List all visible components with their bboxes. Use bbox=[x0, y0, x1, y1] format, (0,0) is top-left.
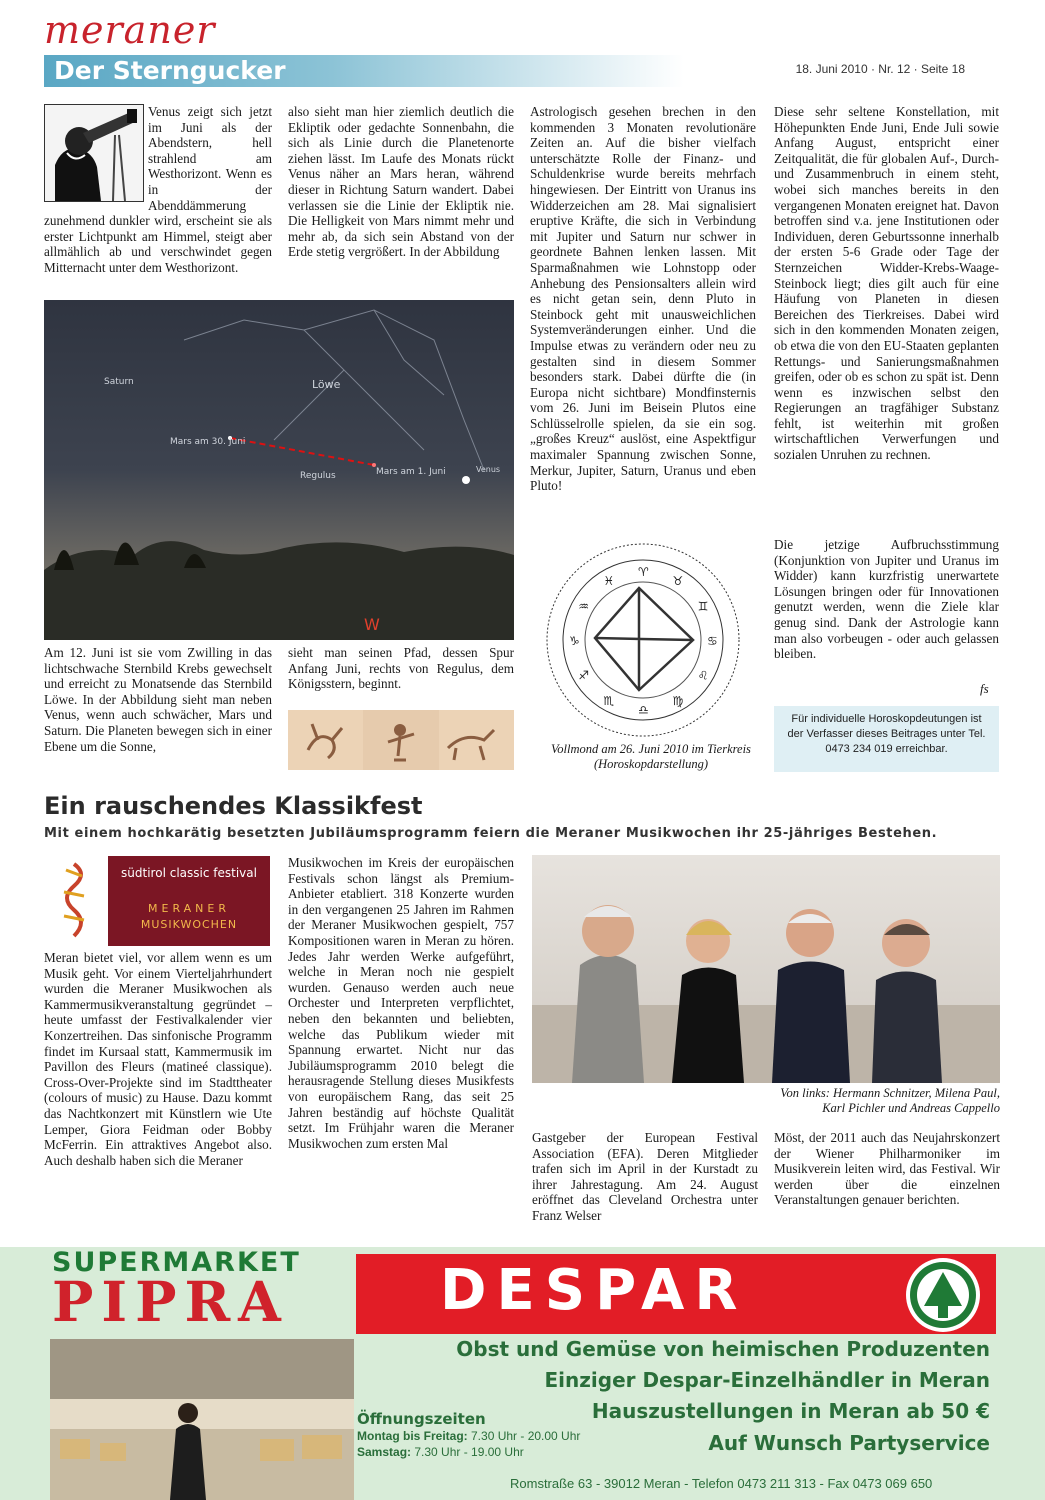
zodiac-strip bbox=[288, 710, 514, 770]
zodiac-glyph: ♊ bbox=[697, 599, 709, 614]
opening-hours-weekday bbox=[357, 1429, 580, 1443]
article1-col2-top: also sieht man hier ziemlich deutlich die Ekliptik oder gedachte Sonnenbahn, die sich als Linie durch die Planetenorte ziehen lässt. Im Laufe des Monats rückt Venus näher an Mars heran, während dieser in Richtung Saturn wandert. Dabei verlassen sie die Linie der Ekliptik nie. Die Helligkeit von Mars nimmt mehr und mehr ab, da sich sein Abstand von der Erde stetig vergrößert. In der Abbildung bbox=[288, 104, 514, 260]
sky-label-mars1: Mars am 1. Juni bbox=[376, 467, 446, 477]
article1-col4: Diese sehr seltene Konstellation, mit Höhepunkten Ende Juni, Ende Juli sowie Anfang August, entspricht einer Zeitqualität, die für globalen Auf-, Durch- und Zusammenbruch in einem steht, wobei sich manches bereits in den vergangenen Monaten ereignet hat. Davon betroffen sind v.a. jene Institutionen oder Individuen, deren Geburtssonne innerhalb der ersten 5-6 Grade oder Tage der Sternzeichen Widder-Krebs-Waage-Steinbock liegt; dies gilt auch für eine Häufung von Planeten in diesen Bereichen des Tierkreises. Dabei wird sich in den kommenden Monaten zeigen, ob etwa die von den EU-Staaten geplanten Rettungs- und Sanierungsmaßnahmen greifen, oder ob es schon zu spät ist. Denn wenn es inzwischen selbst den Regierungen an tragfähiger Substanz fehlt, ist weiterhin mit großen wirtschaftlichen Verwerfungen und sozialen Unruhen zu rechnen. bbox=[774, 104, 999, 463]
zodiac-glyph: ♋ bbox=[707, 634, 718, 648]
zodiac-glyph: ♎ bbox=[638, 703, 649, 717]
store-address: Romstraße 63 - 39012 Meran - Telefon 0473 211 313 - Fax 0473 069 650 bbox=[510, 1476, 933, 1491]
despar-wordmark: DESPAR bbox=[440, 1258, 748, 1323]
zodiac-glyph: ♉ bbox=[672, 574, 684, 589]
despar-tree-icon bbox=[906, 1258, 980, 1332]
article1-col1-bottom: Am 12. Juni ist sie vom Zwilling in das lichtschwache Sternbild Krebs gewechselt und erreicht zu Monatsende das Sternbild Löwe. In der Abbildung sieht man neben Venus, wenn auch schwächer, Mars und Saturn. Die Planeten bewegen sich in einer Ebene um die Sonne, bbox=[44, 645, 272, 754]
festival-logo-top: südtirol classic festival bbox=[121, 866, 257, 880]
article1-col3: Astrologisch gesehen brechen in den kommenden 3 Monaten revolutionäre Zeiten an. Auf die bisher vielfach unterschätzte Rolle der Finanz- und Schuldenkrise wurde bereits mehrfach hingewiesen. Der Eintritt von Uranus ins Widderzeichen am 28. Mai signalisiert eruptive Kräfte, die sich in Verbindung mit Jupiter und Saturn nur schwer in geordnete Bahnen lenken lassen. Mit Sparmaßnahmen wie Lohnstopp oder Anhebung des Pensionsalters allein wird es nicht getan sein, denn Pluto in Steinbock geht mit unausweichlichen Systemveränderungen einher. Und die Impulse etwas zu verändern oder neu zu gestalten sind in diesem Sommer besonders stark. Dabei dürfte die (in Europa nicht sichtbare) Mondfinsternis vom 26. Juni im Beisein Plutos eine Schlüsselrolle spielen, da sie ein sog. „großes Kreuz“ auslöst, eine Aspektfigur maximaler Spannung zwischen Sonne, Merkur, Jupiter, Saturn, Uranus und eben Pluto! bbox=[530, 104, 756, 494]
article2-col1: Meran bietet viel, vor allem wenn es um Musik geht. Vor einem Vierteljahrhundert wurden die Meraner Musikwochen als Kammermusikveranstaltung gegründet – heute umfasst der Festivalkalender vier Konzertreihen. Das sinfonische Programm findet im Kursaal statt, Kammermusik im Pavillon des Fleurs (matineé classique). Cross-Over-Projekte sind im Stadttheater (colours of music) zu Hause. Dazu kommt das Nachtkonzert mit Künstlern wie Ute Lemper, Giora Feidman oder Bobby McFerrin. Ein attraktives Angebot also. Auch deshalb haben sich die Meraner bbox=[44, 950, 272, 1168]
sky-label-venus: Venus bbox=[476, 465, 501, 474]
despar-banner bbox=[356, 1254, 996, 1334]
festival-logo-panel bbox=[108, 856, 270, 946]
zodiac-glyph: ♓ bbox=[603, 574, 615, 589]
zodiac-glyph: ♏ bbox=[603, 693, 615, 708]
info-box: Für individuelle Horoskopdeutungen ist der Verfasser dieses Beitrages unter Tel. 0473 234 019 erreichbar. bbox=[774, 706, 999, 772]
horoscope-chart bbox=[543, 540, 743, 740]
saturday-label: Samstag: bbox=[357, 1445, 412, 1459]
ad-supermarket-label: SUPERMARKET bbox=[52, 1247, 301, 1278]
weekday-label: Montag bis Freitag: bbox=[357, 1429, 468, 1443]
zodiac-glyph: ♒ bbox=[578, 599, 589, 614]
festival-logo-musikwochen: MUSIKWOCHEN bbox=[140, 918, 238, 931]
sky-label-west: W bbox=[364, 615, 380, 634]
article2-subhead: Mit einem hochkarätig besetzten Jubiläumsprogramm feiern die Meraner Musikwochen ihr 25-jähriges Bestehen. bbox=[44, 826, 938, 841]
store-photo bbox=[50, 1339, 354, 1500]
article2-headline: Ein rauschendes Klassikfest bbox=[44, 792, 423, 820]
group-photo bbox=[532, 855, 1000, 1083]
sky-label-loewe: Löwe bbox=[312, 378, 341, 391]
section-title: Der Sterngucker bbox=[54, 56, 286, 85]
paragraph: Venus zeigt sich jetzt im Juni als der Abendstern, hell strahlend am Westhorizont. Wenn es in der Abenddämmerung zunehmend dunkler wird, erscheint sie als erster Lichtpunkt am Himmel, steigt aber allmählich ab und verschwindet gegen Mitternacht unter dem Westhorizont. bbox=[44, 104, 272, 275]
masthead-logo: meraner bbox=[44, 8, 216, 52]
photo-caption-line2: Karl Pichler und Andreas Cappello bbox=[822, 1101, 1000, 1115]
sky-label-regulus: Regulus bbox=[300, 471, 336, 481]
ad-line-delivery: Hauszustellungen in Meran ab 50 € bbox=[591, 1399, 990, 1423]
zodiac-glyph: ♌ bbox=[697, 668, 709, 683]
horoscope-caption: Vollmond am 26. Juni 2010 im Tierkreis (Horoskopdarstellung) bbox=[551, 742, 751, 771]
sky-label-saturn: Saturn bbox=[104, 377, 134, 387]
photo-caption-line1: Von links: Hermann Schnitzer, Milena Paul, bbox=[780, 1086, 1000, 1100]
signature: fs bbox=[980, 681, 989, 696]
supermarket-ad bbox=[0, 1247, 1045, 1500]
sky-label-mars30: Mars am 30. Juni bbox=[170, 437, 246, 447]
festival-logo-meraner: MERANER bbox=[148, 902, 230, 915]
festival-logo-mark bbox=[44, 856, 104, 946]
article1-col2-bottom: sieht man seinen Pfad, dessen Spur Anfang Juni, rechts von Regulus, dem Königsstern, beginnt. bbox=[288, 645, 514, 692]
zodiac-glyph: ♐ bbox=[578, 668, 589, 683]
opening-hours-saturday bbox=[357, 1445, 524, 1459]
festival-logo bbox=[44, 856, 270, 946]
ad-line-partyservice: Auf Wunsch Partyservice bbox=[708, 1431, 990, 1455]
zodiac-glyph: ♍ bbox=[672, 693, 684, 708]
weekday-hours: 7.30 Uhr - 20.00 Uhr bbox=[467, 1429, 581, 1443]
article1-col4b: Die jetzige Aufbruchsstimmung (Konjunktion von Jupiter und Uranus im Widder) kann kurzfristig unerwartete Lösungen bringen oder für Innovationen genutzt werden, wenn die Ziele klar genug sind. Dank der Astrologie kann man also vorbeugen - oder auch gelassen bleiben. bbox=[774, 537, 999, 662]
ad-store-name: PIPRA bbox=[52, 1269, 289, 1334]
zodiac-glyph: ♈ bbox=[638, 565, 649, 579]
zodiac-glyph: ♑ bbox=[569, 634, 580, 648]
article2-col3: Gastgeber der European Festival Association (EFA). Deren Mitglieder trafen sich im April in der Kurstadt zu ihrer Jahrestagung. Am 24. August eröffnet das Cleveland Orchestra unter Franz Welser bbox=[532, 1130, 758, 1223]
night-sky-image bbox=[44, 300, 514, 640]
article2-col2: Musikwochen im Kreis der europäischen Festivals schon längst als Premium-Anbieter etabliert. 318 Konzerte wurden in den vergangenen 25 Jahren im Rahmen der Meraner Musikwochen gespielt, 757 Kompositionen waren in Meran zu hören. Jedes Jahr werden Werke aufgeführt, welche in Meran noch nie gespielt wurden. Genauso werden auch neue Orchester und Interpreten verpflichtet, neben den bekannten und beliebten, welche das Publikum wieder mit Spannung erwartet. Nicht nur das Jubiläumsprogramm 2010 belegt die herausragende Stellung dieses Musikfests von europäischem Rang, das seit 25 Jahren beständig auf höchste Qualität setzt. Im Frühjahr waren die Meraner Musikwochen zum ersten Mal bbox=[288, 855, 514, 1151]
article2-col4: Möst, der 2011 auch das Neujahrskonzert der Wiener Philharmoniker im Musikverein leiten wird, das Festival. Wir werden über die einzelnen Veranstaltungen genauer berichten. bbox=[774, 1130, 1000, 1208]
issue-info: 18. Juni 2010 · Nr. 12 · Seite 18 bbox=[795, 62, 965, 76]
saturday-hours: 7.30 Uhr - 19.00 Uhr bbox=[411, 1445, 524, 1459]
ad-line-produce: Obst und Gemüse von heimischen Produzenten bbox=[456, 1337, 990, 1361]
float-spacer bbox=[44, 104, 148, 202]
opening-hours-title: Öffnungszeiten bbox=[357, 1410, 486, 1428]
article1-col1-top bbox=[44, 104, 272, 276]
ad-line-retailer: Einziger Despar-Einzelhändler in Meran bbox=[544, 1368, 990, 1392]
